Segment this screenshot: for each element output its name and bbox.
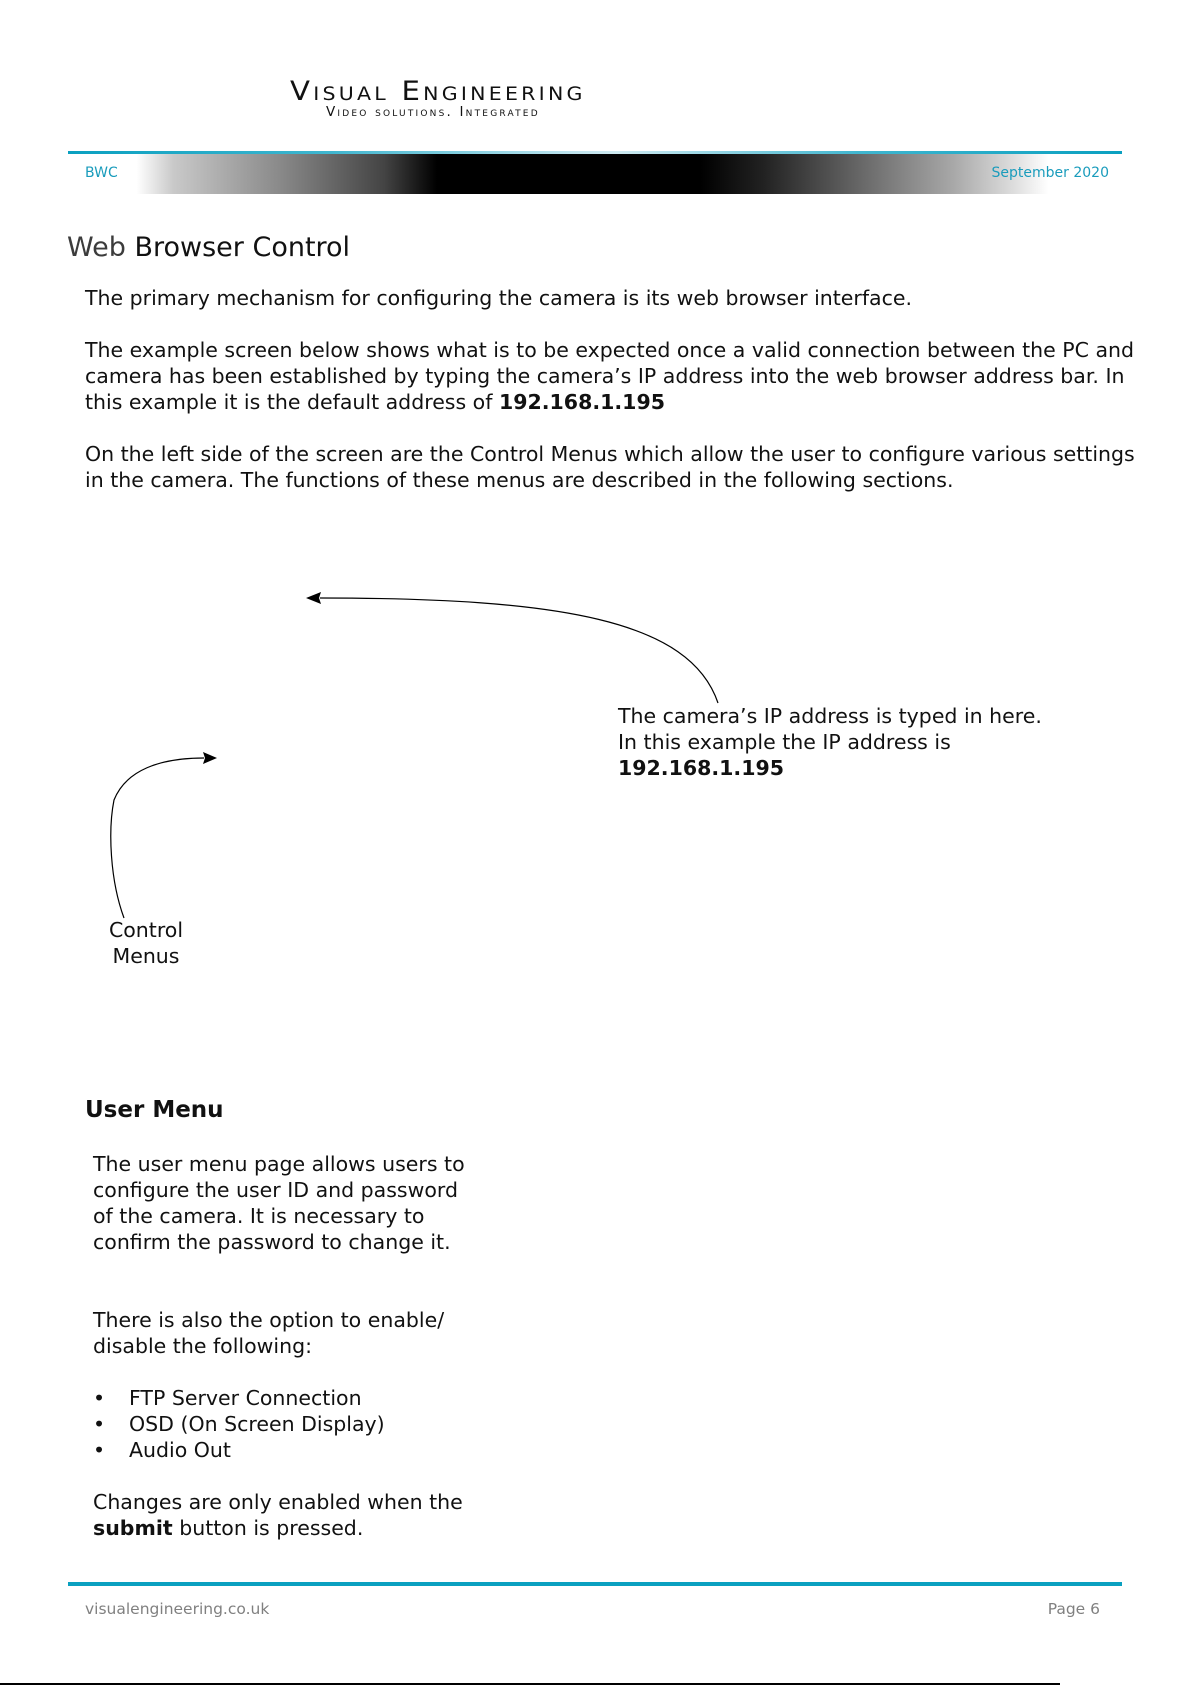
example-paragraph xyxy=(85,337,1135,415)
ip-callout-arrow-line xyxy=(320,598,718,703)
bullet-icon: • xyxy=(93,1412,106,1436)
submit-note-bold: submit xyxy=(93,1516,173,1540)
ip-callout-line-1: The camera’s IP address is typed in here. xyxy=(618,704,1042,728)
footer-rule xyxy=(68,1582,1122,1586)
control-menus-paragraph: On the left side of the screen are the Control Menus which allow the user to configure various settings in the camera. The functions of these menus are described in the following sections. xyxy=(85,442,1135,492)
page-title-first-word: Web xyxy=(67,232,126,263)
user-menu-options-list xyxy=(93,1385,473,1463)
menus-callout-line-1: Control xyxy=(108,918,184,942)
list-item xyxy=(93,1411,473,1437)
bullet-icon: • xyxy=(93,1386,106,1410)
list-item xyxy=(93,1385,473,1411)
example-paragraph-text: The example screen below shows what is to be expected once a valid connection between the PC and camera has been established by typing the camera’s IP address into the web browser address bar. In this example it is the default address of xyxy=(85,338,1135,414)
menus-callout-line-2: Menus xyxy=(112,944,180,968)
user-menu-heading: User Menu xyxy=(85,1097,224,1123)
control-menus-callout xyxy=(96,917,196,969)
ip-callout-line-2: In this example the IP address is xyxy=(618,730,951,754)
ip-callout-address: 192.168.1.195 xyxy=(618,756,785,780)
submit-note-before: Changes are only enabled when the xyxy=(93,1490,463,1514)
footer-page-number: Page 6 xyxy=(1047,1600,1100,1618)
user-menu-description: The user menu page allows users to configure the user ID and password of the camera. It is necessary to confirm the password to change it. xyxy=(93,1152,465,1254)
ip-callout-arrowhead-icon xyxy=(306,592,321,604)
default-ip-address: 192.168.1.195 xyxy=(498,390,665,414)
list-item-text: Audio Out xyxy=(129,1438,231,1462)
ip-address-callout xyxy=(618,703,1078,781)
user-menu-options-intro: There is also the option to enable/ disable the following: xyxy=(93,1308,445,1358)
list-item xyxy=(93,1437,473,1463)
intro-paragraph: The primary mechanism for configuring the camera is its web browser interface. xyxy=(85,286,913,310)
submit-note xyxy=(93,1489,473,1541)
footer-website: visualengineering.co.uk xyxy=(85,1600,270,1618)
list-item-text: FTP Server Connection xyxy=(129,1386,362,1410)
page-title xyxy=(67,232,350,263)
bullet-icon: • xyxy=(93,1438,106,1462)
company-logo-title: Visual Engineering xyxy=(290,76,586,107)
menus-callout-arrowhead-icon xyxy=(203,752,217,764)
submit-note-after: button is pressed. xyxy=(179,1516,364,1540)
menus-callout-arrow-line xyxy=(111,758,204,918)
list-item-text: OSD (On Screen Display) xyxy=(129,1412,385,1436)
page-title-rest: Browser Control xyxy=(134,232,351,263)
header-gradient-band xyxy=(68,154,1122,194)
header-product-label: BWC xyxy=(85,165,118,181)
header-date-label: September 2020 xyxy=(991,165,1109,181)
company-logo-tagline: Video solutions. Integrated xyxy=(326,104,540,120)
